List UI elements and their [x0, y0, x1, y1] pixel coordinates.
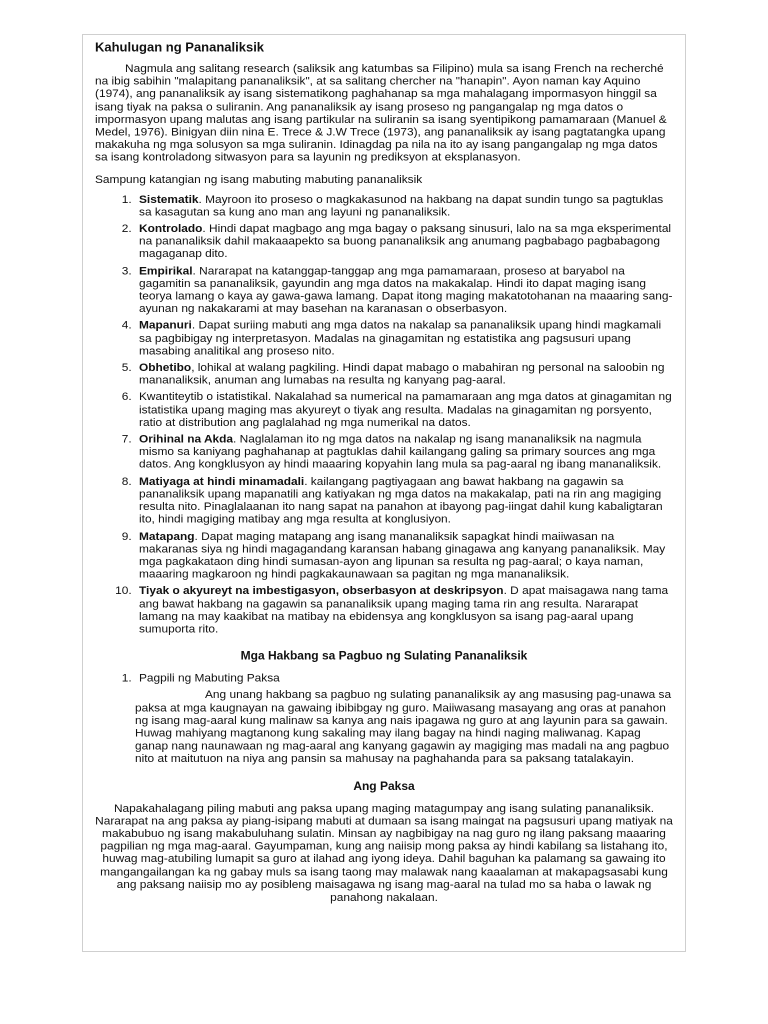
list-item-term: Mapanuri [139, 318, 192, 332]
list-item [135, 264, 673, 315]
list-item [135, 319, 673, 357]
intro-paragraph: Nagmula ang salitang research (saliksik ang katumbas sa Filipino) mula sa isang French na recherché na ibig sabihin "malapitang pananaliksik", at sa salitang chercher na "hanapin". Ayon naman kay Aquino (1974), ang pananaliksik ay isang sistematikong paghahanap sa mga mahalagang impormasyon hinggil sa isang tiyak na paksa o suliranin. Ang pananaliksik ay isang proseso ng pangangalap ng mga datos o impormasyon upang malutas ang isang partikular na suliranin sa isang syentipikong pamamaraan (Manuel & Medel, 1976). Binigyan diin nina E. Trece & J.W Trece (1973), ang pananaliksik ay isang pagtatangka upang makakuha ng mga solusyon sa mga suliranin. Idinagdag pa nila na ito ay isang pangangalap ng mga datos sa isang kontroladong sitwasyon para sa layunin ng prediksyon at eksplanasyon. [95, 61, 667, 164]
list-item-term: Empirikal [139, 263, 193, 278]
paksa-section-heading: Ang Paksa [353, 778, 415, 793]
list-item-text: . Hindi dapat magbago ang mga bagay o paksang sinusuri, lalo na sa mga eksperimental na pananaliksik dahil makaaapekto sa buong pananaliksik ang anumang pagbabago pagbabagong magaganap dito. [139, 221, 672, 261]
list-item-text: . Dapat maging matapang ang isang mananaliksik sapagkat hindi maiiwasan na makaranas siya ng hindi magagandang karansan habang ginagawa ang kanyang pananaliksik. May mga pagkakataon ding hindi sumasan-ayon ang lipunan sa resulta ng pag-aaral; o kaya naman, maaaring magkaroon ng hindi pagkakaunawaan sa pagitan ng mga mananaliksik. [139, 528, 666, 581]
list-item-text: , lohikal at walang pagkiling. Hindi dapat mabago o mabahiran ng personal na saloobin ng mananaliksik, anuman ang lumabas na resulta ng kanyang pag-aaral. [139, 360, 665, 387]
list-item [135, 193, 673, 218]
document-page [82, 34, 686, 952]
list-item-term: Orihinal na Akda [139, 431, 234, 446]
step-title: 1. Pagpili ng Mabuting Paksa [139, 671, 280, 685]
list-item [135, 222, 673, 260]
list-item [135, 672, 673, 685]
list-item [135, 391, 673, 429]
list-item [135, 585, 673, 636]
list-item-term: Tiyak o akyureyt na imbestigasyon, obserbasyon at deskripsyon [139, 583, 504, 598]
characteristics-lead: Sampung katangian ng isang mabuting mabuting pananaliksik [95, 171, 423, 186]
list-item-text: . Naglalaman ito ng mga datos na nakalap ng isang mananaliksik na nagmula mismo sa kaniyang paghahanap at pagtuklas dahil kailangang galing sa primary sources ang mga datos. Ang kongklusyon ay hindi maaaring kopyahin lang mula sa pag-aaral ng ibang mananaliksik. [139, 431, 662, 471]
list-item-term: Sistematik [139, 192, 199, 206]
list-item-text: Kwantiteytib o istatistikal. Nakalahad sa numerical na pamamaraan ang mga datos at ginagamitan ng istatistika upang maging mas akyureyt o tiyak ang resulta. Madalas na ginagamitan ng porsyento, ratio at distribution ang paglalahad ng mga numerikal na datos. [139, 389, 672, 429]
list-item-text: . kailangang pagtiyagaan ang bawat hakbang na gagawin sa pananaliksik upang mapanatili ang katiyakan ng mga datos na makakalap, pati na rin ang magiging resulta nito. Pinaglalaanan ito nang sapat na panahon at ibayong pag-iingat dahil kung kabaligtaran ito, hindi magiging matibay ang mga resulta at konglusiyon. [139, 473, 663, 526]
steps-section-heading: Mga Hakbang sa Pagbuo ng Sulating Pananaliksik [240, 649, 528, 663]
characteristics-list [95, 193, 673, 635]
list-item-term: Obhetibo [139, 360, 192, 374]
list-item [135, 361, 673, 386]
list-item [135, 530, 673, 581]
steps-list [95, 672, 673, 685]
list-item [135, 433, 673, 471]
list-item-text: . D apat maisagawa nang tama ang bawat hakbang na gagawin sa pananaliksik upang maging tama rin ang resulta. Nararapat lamang na may kaakibat na matibay na ebidensya ang kongklusyon sa isang pag-aaral upang sumuporta rito. [139, 583, 669, 636]
step-body [95, 689, 673, 765]
list-item-term: Kontrolado [139, 221, 203, 235]
list-item-term: Matiyaga at hindi minamadali [139, 473, 305, 488]
document-content [95, 40, 673, 904]
paksa-paragraph: Napakahalagang piling mabuti ang paksa upang maging matagumpay ang isang sulating pananaliksik. Nararapat na ang paksa ay piang-isipang mabuti at dumaan sa isang maingat na pagsusuri upang matiyak na makabubuo ng isang makabuluhang sulatin. Minsan ay nagbibigay na nag guro ng ilang paksang maaaring pagpilian ng mga mag-aaral. Gayumpaman, kung ang naiisip mong paksa ay hindi kabilang sa listahang ito, huwag mag-atubiling lumapit sa guro at ilahad ang iyong ideya. Dahil baguhan ka palamang sa gawaing ito mangangailangan ka ng gabay muls sa isang taong may malawak nang kaaalaman at makapagsasabi kung ang paksang naiisip mo ay posibleng maisagawa ng isang mag-aaral na tulad mo sa haba o lawak ng panahong nakalaan. [95, 800, 673, 904]
step-body-text: Ang unang hakbang sa pagbuo ng sulating pananaliksik ay ang masusing pag-unawa sa paksa at mga kaugnayan na gawaing ibibibgay ng guro. Maiiwasang masayang ang oras at panahon ng isang mag-aaral kung malinaw sa kanya ang nais ipagawa ng guro at ang layunin para sa gawain. Huwag mahiyang magtanong kung sakaling may ilang bagay na hindi naging maliwanag. Kapag ganap nang naunawaan ng mag-aaral ang kanyang gagawin ay magiging mas madali na ang pagbuo nito at maitutuon na niya ang pansin sa mahusay na paghahanda para sa paksang tatalakayin. [135, 687, 672, 766]
list-item-term: Matapang [139, 528, 195, 543]
list-item-text: . Dapat suriing mabuti ang mga datos na nakalap sa pananaliksik upang hindi magkamali sa pagbibigay ng interpretasyon. Madalas na ginagamitan ng estatistika ang pagsusuri upang masabing analitikal ang proseso nito. [139, 318, 662, 358]
list-item-text: . Mayroon ito proseso o magkakasunod na hakbang na dapat sundin tungo sa pagtuklas sa kasagutan sa kung ano man ang layuni ng pananaliksik. [139, 192, 664, 219]
list-item [135, 475, 673, 526]
list-item-text: . Nararapat na katanggap-tanggap ang mga pamamaraan, proseso at baryabol na gagamitin sa pananaliksik, gayundin ang mga datos na makakalap. Hindi ito dapat maging isang teorya lamang o kaya ay gawa-gawa lamang. Dapat itong maging makatotohanan na maaaring sang-ayunan ng nakakarami at may basehan na karanasan o obserbasyon. [139, 263, 673, 316]
document-title: Kahulugan ng Pananaliksik [95, 40, 265, 55]
